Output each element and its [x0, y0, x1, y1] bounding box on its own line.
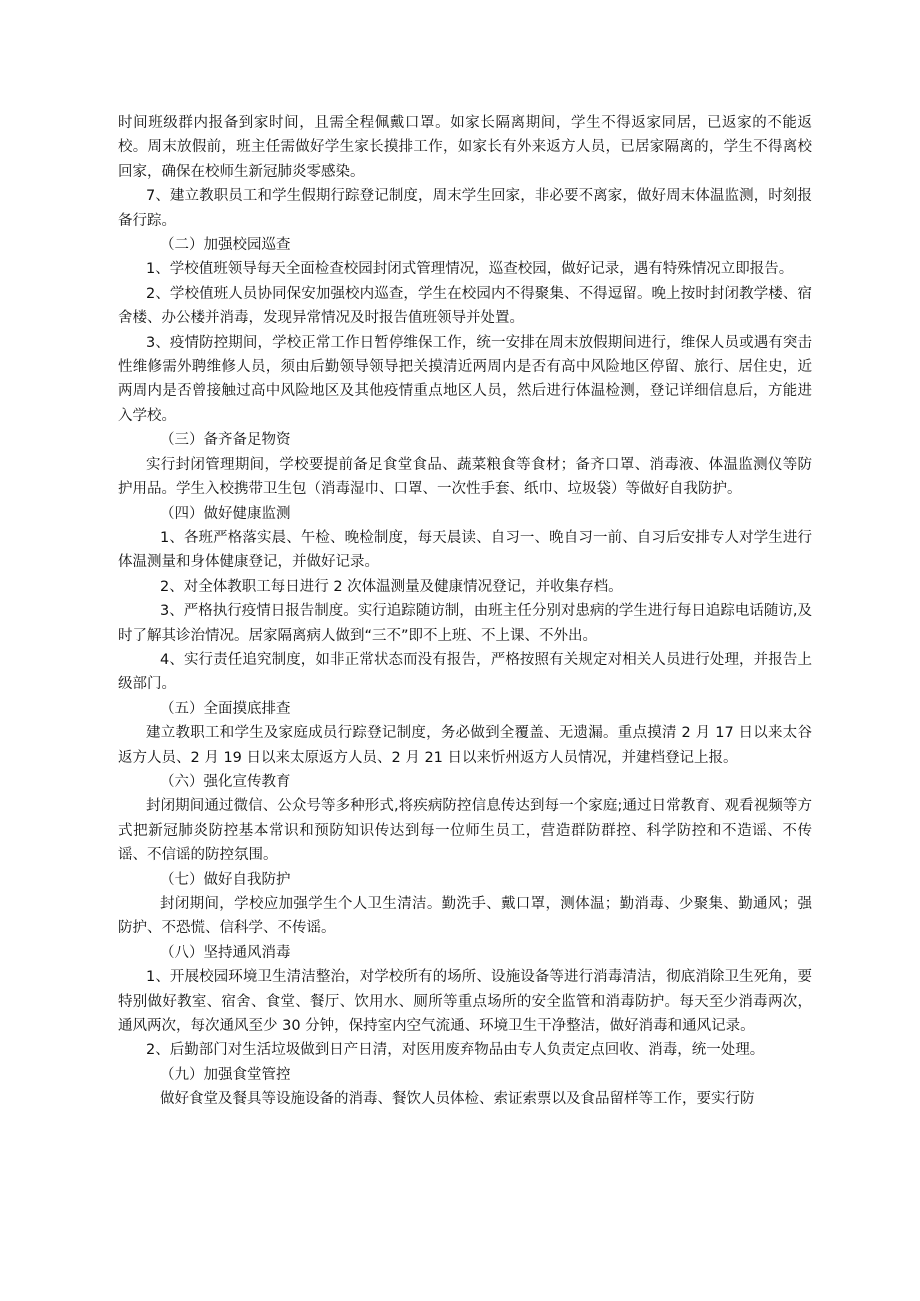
- paragraph-item-7: 7、建立教职员工和学生假期行踪登记制度，周末学生回家，非必要不离家，做好周末体温监测，时刻报备行踪。: [118, 188, 812, 229]
- section-heading-5: （五）全面摸底排查: [160, 700, 291, 717]
- paragraph-2-1: 1、学校值班领导每天全面检查校园封闭式管理情况，巡查校园，做好记录，遇有特殊情况立即报告。: [146, 261, 794, 278]
- paragraph-4-4: 4、实行责任追究制度，如非正常状态而没有报告，严格按照有关规定对相关人员进行处理，并报告上级部门。: [118, 651, 812, 693]
- paragraph-5: 建立教职工和学生及家庭成员行踪登记制度，务必做到全覆盖、无遗漏。重点摸清 2 月 17 日以来太谷返方人员、2 月 19 日以来太原返方人员、2 月 21 日以来忻州返方人员情况，并建档登记上报。: [118, 725, 812, 766]
- section-heading-3: （三）备齐备足物资: [160, 432, 291, 449]
- paragraph-continuation: 时间班级群内报备到家时间，且需全程佩戴口罩。如家长隔离期间，学生不得返家同居，已返家的不能返校。周末放假前，班主任需做好学生家长摸排工作，如家长有外来返方人员，已居家隔离的，学生不得离校回家，确保在校师生新冠肺炎零感染。: [118, 115, 812, 180]
- paragraph-2-2: 2、学校值班人员协同保安加强校内巡查，学生在校园内不得聚集、不得逗留。晚上按时封闭教学楼、宿舍楼、办公楼并消毒，发现异常情况及时报告值班领导并处置。: [118, 285, 812, 327]
- paragraph-4-3: 3、严格执行疫情日报告制度。实行追踪随访制，由班主任分别对患病的学生进行每日追踪电话随访,及时了解其诊治情况。居家隔离病人做到“三不”即不上班、不上课、不外出。: [118, 603, 812, 644]
- paragraph-4-1: 1、各班严格落实晨、午检、晚检制度，每天晨读、自习一、晚自习一前、自习后安排专人对学生进行体温测量和身体健康登记，并做好记录。: [118, 529, 812, 571]
- section-heading-8: （八）坚持通风消毒: [160, 944, 291, 961]
- document-body: [118, 111, 812, 1112]
- section-heading-7: （七）做好自我防护: [160, 871, 291, 888]
- paragraph-7: 封闭期间，学校应加强学生个人卫生清洁。勤洗手、戴口罩，测体温；勤消毒、少聚集、勤通风；强防护、不恐慌、信科学、不传谣。: [118, 896, 812, 937]
- paragraph-9: 做好食堂及餐具等设施设备的消毒、餐饮人员体检、索证索票以及食品留样等工作，要实行防: [160, 1091, 755, 1108]
- section-heading-9: （九）加强食堂管控: [160, 1066, 291, 1083]
- paragraph-2-3: 3、疫情防控期间，学校正常工作日暂停维保工作，统一安排在周末放假期间进行，维保人员或遇有突击性维修需外聘维修人员，须由后勤领导领导把关摸清近两周内是否有高中风险地区停留、旅行、居住史，近两周内是否曾接触过高中风险地区及其他疫情重点地区人员，然后进行体温检测，登记详细信息后，方能进入学校。: [118, 334, 812, 424]
- paragraph-3: 实行封闭管理期间，学校要提前备足食堂食品、蔬菜粮食等食材；备齐口罩、消毒液、体温监测仪等防护用品。学生入校携带卫生包（消毒湿巾、口罩、一次性手套、纸巾、垃圾袋）等做好自我防护。: [118, 456, 812, 498]
- paragraph-8-2: 2、后勤部门对生活垃圾做到日产日清，对医用废弃物品由专人负责定点回收、消毒，统一处理。: [146, 1042, 765, 1059]
- section-heading-2: （二）加强校园巡查: [160, 237, 291, 254]
- paragraph-4-2: 2、对全体教职工每日进行 2 次体温测量及健康情况登记，并收集存档。: [160, 578, 623, 595]
- paragraph-8-1: 1、开展校园环境卫生清洁整治，对学校所有的场所、设施设备等进行消毒清洁，彻底消除卫生死角，要特别做好教室、宿舍、食堂、餐厅、饮用水、厕所等重点场所的安全监管和消毒防护。每天至少消毒两次，通风两次，每次通风至少 30 分钟，保持室内空气流通、环境卫生干净整洁，做好消毒和通风记录。: [118, 969, 812, 1035]
- section-heading-6: （六）强化宣传教育: [160, 773, 291, 790]
- paragraph-6: 封闭期间通过微信、公众号等多种形式,将疾病防控信息传达到每一个家庭;通过日常教育、观看视频等方式把新冠肺炎防控基本常识和预防知识传达到每一位师生员工，营造群防群控、科学防控和不造谣、不传谣、不信谣的防控氛围。: [118, 798, 812, 864]
- section-heading-4: （四）做好健康监测: [160, 505, 291, 522]
